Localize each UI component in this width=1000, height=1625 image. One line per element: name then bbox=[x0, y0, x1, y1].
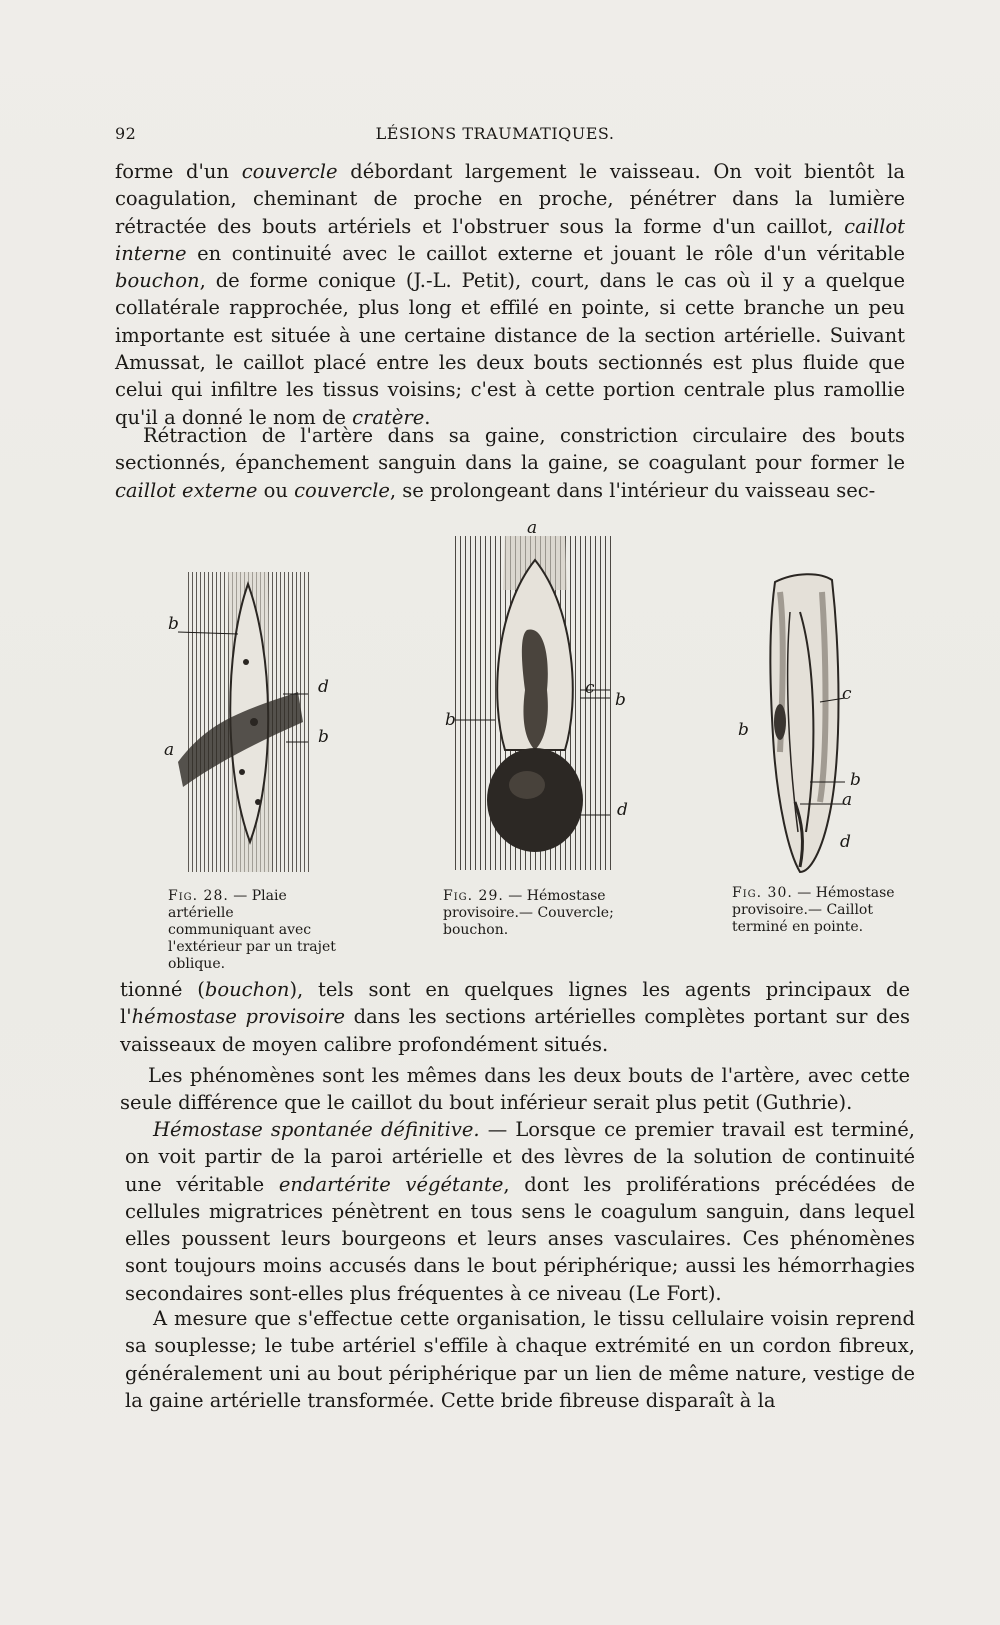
text-run: dans les sections artérielles complètes portant sur des vaisseaux de moyen calibre profondément situés. bbox=[120, 1005, 911, 1056]
text-run: ou bbox=[257, 478, 295, 502]
paragraph-3 bbox=[120, 976, 910, 1058]
text-run: tionné ( bbox=[120, 978, 205, 1001]
italic-run: bouchon bbox=[204, 978, 290, 1001]
caption-text: — Hémostase provisoire.— Couvercle; bouchon. bbox=[443, 888, 614, 938]
figure-28-letter-d: d bbox=[318, 677, 329, 697]
paragraph-6 bbox=[125, 1305, 915, 1414]
paragraph-2 bbox=[115, 422, 905, 504]
paragraph-1 bbox=[115, 158, 905, 431]
figure-29-caption bbox=[443, 888, 653, 939]
figure-28-letter-b: b bbox=[168, 614, 179, 634]
running-title: LÉSIONS TRAUMATIQUES. bbox=[375, 124, 615, 143]
figure-28-letter-b2: b bbox=[318, 727, 329, 747]
italic-run: cratère bbox=[352, 405, 425, 429]
figure-30-letter-c: c bbox=[842, 684, 852, 704]
figure-label: Fig. 29. bbox=[443, 888, 504, 904]
text-run: Les phénomènes sont les mêmes dans les deux bouts de l'artère, avec cette seule différence que le caillot du bout inférieur serait plus petit (Guthrie). bbox=[120, 1064, 910, 1115]
figure-29-letter-a: a bbox=[527, 518, 538, 538]
italic-run: couvercle bbox=[294, 478, 390, 502]
figure-29-letter-d: d bbox=[617, 800, 628, 820]
figure-label: Fig. 30. bbox=[732, 885, 793, 901]
text-run: forme d'un bbox=[115, 160, 242, 183]
figure-28-caption bbox=[168, 888, 343, 973]
text-run: Rétraction de l'artère dans sa gaine, constriction circulaire des bouts sectionnés, épanchement sanguin dans la gaine, se coagulant pour former le bbox=[115, 424, 905, 475]
figure-label: Fig. 28. bbox=[168, 888, 229, 904]
text-run: ), tels sont en quelques lignes les agents principaux de l' bbox=[120, 978, 910, 1029]
text-run: , dont les proliférations précédées de cellules migratrices pénètrent en tous sens le coagulum sanguin, dans lequel elles poussent leurs bourgeons et leurs anses vasculaires. Ces phénomènes sont toujours moins accusés dans le bout périphérique; aussi les hémorrhagies secondaires sont-elles plus fréquentes à ce niveau (Le Fort). bbox=[125, 1172, 915, 1305]
text-run: — Lorsque ce premier travail est terminé, on voit partir de la paroi artérielle et des lèvres de la solution de continuité une véritable bbox=[125, 1118, 915, 1196]
italic-run: bouchon bbox=[115, 269, 200, 293]
figure-30-engraving bbox=[738, 572, 861, 882]
caption-text: — Plaie artérielle communiquant avec l'extérieur par un trajet oblique. bbox=[168, 888, 336, 972]
caption-text: — Hémostase provisoire.— Caillot terminé en pointe. bbox=[732, 885, 895, 935]
paragraph-4 bbox=[120, 1062, 910, 1117]
page-number: 92 bbox=[115, 124, 137, 143]
figure-30-letter-b: b bbox=[738, 720, 749, 740]
italic-run: caillot externe bbox=[115, 478, 258, 502]
text-run: . bbox=[424, 405, 431, 429]
text-run: débordant largement le vaisseau. On voit bientôt la coagulation, cheminant de proche en proche, pénétrer dans la lumière rétractée des bouts artériels et l'obstruer sous la forme d'un caillot, bbox=[115, 160, 905, 238]
figure-30-letter-b2: b bbox=[850, 770, 861, 790]
figure-29-letter-b2: b bbox=[445, 710, 456, 730]
figure-30-caption bbox=[732, 885, 902, 936]
italic-run: caillot interne bbox=[115, 214, 905, 265]
figure-29-letter-b: b bbox=[615, 690, 626, 710]
figure-28-engraving bbox=[164, 572, 329, 872]
text-run: , se prolongeant dans l'intérieur du vaisseau sec- bbox=[389, 478, 876, 502]
italic-run: couvercle bbox=[241, 160, 338, 183]
italic-run: endartérite végétante bbox=[278, 1172, 504, 1196]
figure-29-engraving bbox=[445, 518, 628, 870]
figure-29-letter-c: c bbox=[585, 678, 595, 698]
figure-30-letter-d: d bbox=[840, 832, 851, 852]
running-header bbox=[115, 124, 875, 148]
text-run: en continuité avec le caillot externe et jouant le rôle d'un véritable bbox=[186, 241, 905, 265]
italic-run: Hémostase spontanée définitive. bbox=[153, 1118, 480, 1141]
text-run: A mesure que s'effectue cette organisation, le tissu cellulaire voisin reprend sa souplesse; le tube artériel s'effile à chaque extrémité en un cordon fibreux, généralement uni au bout périphérique par un lien de même nature, vestige de la gaine artérielle transformée. Cette bride fibreuse disparaît à la bbox=[125, 1307, 915, 1412]
text-run: , de forme conique (J.-L. Petit), court, dans le cas où il y a quelque collatérale rapprochée, plus long et effilé en pointe, si cette branche un peu importante est située à une certaine distance de la section artérielle. Suivant Amussat, le caillot placé entre les deux bouts sectionnés est plus fluide que celui qui infiltre les tissus voisins; c'est à cette portion centrale plus ramollie qu'il a donné le nom de bbox=[115, 269, 905, 429]
paragraph-5 bbox=[125, 1116, 915, 1307]
figure-30-letter-a: a bbox=[842, 790, 853, 810]
figure-28-letter-a: a bbox=[164, 740, 175, 760]
italic-run: hémostase provisoire bbox=[131, 1005, 346, 1029]
